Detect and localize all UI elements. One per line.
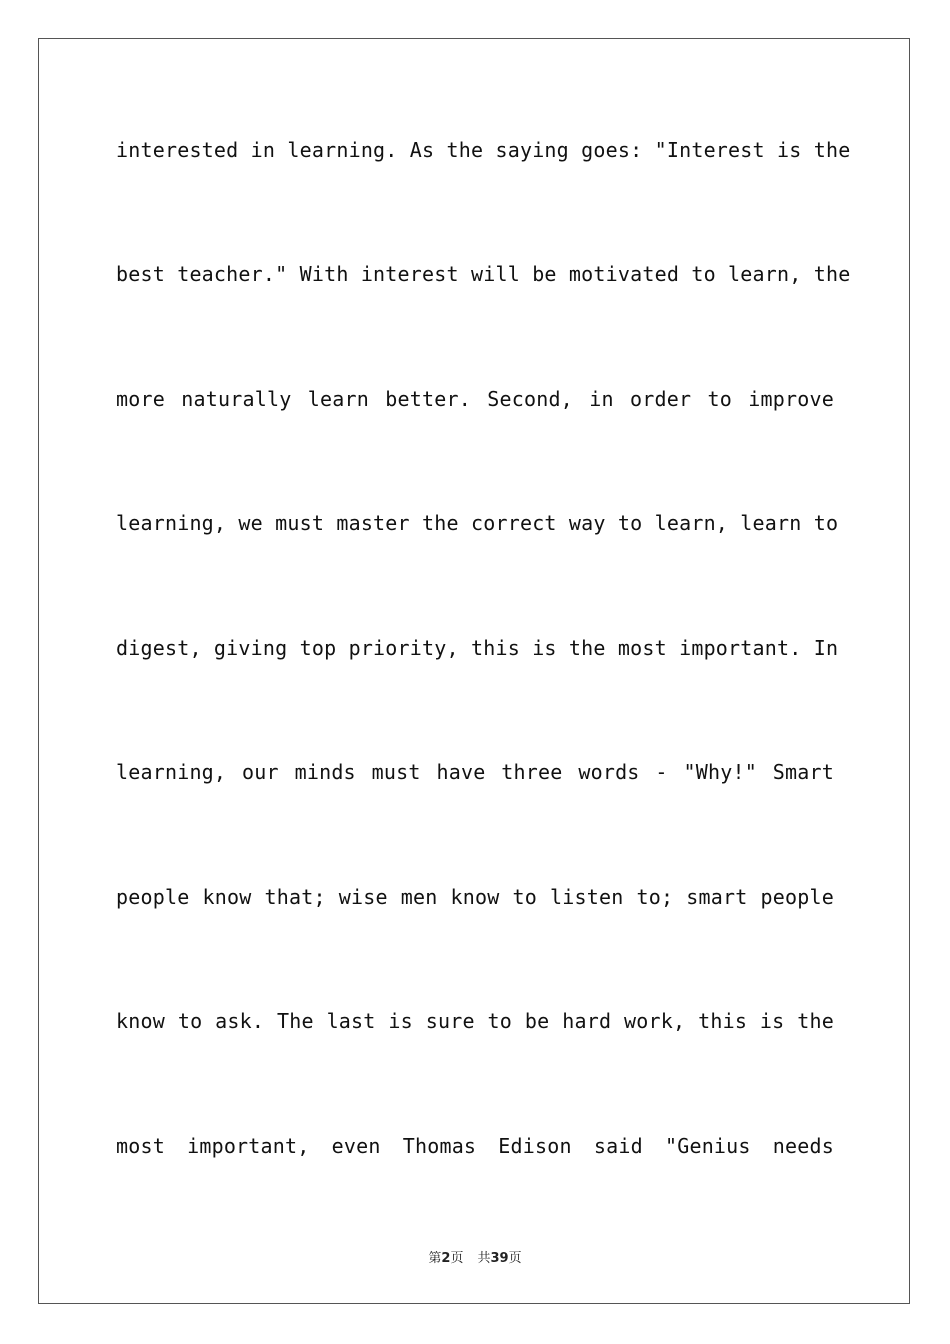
page-border <box>38 38 910 1304</box>
body-text-line: interested in learning. As the saying goes: "Interest is the <box>116 138 851 162</box>
footer-page-suffix: 页 <box>450 1251 464 1266</box>
footer-page-number: 2 <box>441 1251 451 1266</box>
body-text-line: most important, even Thomas Edison said "Genius needs <box>116 1134 834 1158</box>
footer-total-prefix: 共 <box>477 1251 491 1266</box>
body-text-line: people know that; wise men know to listen to; smart people <box>116 885 834 909</box>
body-text-line: know to ask. The last is sure to be hard work, this is the <box>116 1009 834 1033</box>
footer-total-suffix: 页 <box>508 1251 522 1266</box>
body-text-line: learning, our minds must have three words - "Why!" Smart <box>116 760 834 784</box>
body-text-line: learning, we must master the correct way to learn, learn to <box>116 511 839 535</box>
body-text-line: more naturally learn better. Second, in order to improve <box>116 387 834 411</box>
body-text-line: digest, giving top priority, this is the most important. In <box>116 636 839 660</box>
footer-page-prefix: 第 <box>428 1251 442 1266</box>
footer-total-pages: 39 <box>490 1251 509 1266</box>
body-text-line: best teacher." With interest will be motivated to learn, the <box>116 262 851 286</box>
page-footer <box>0 1247 950 1266</box>
